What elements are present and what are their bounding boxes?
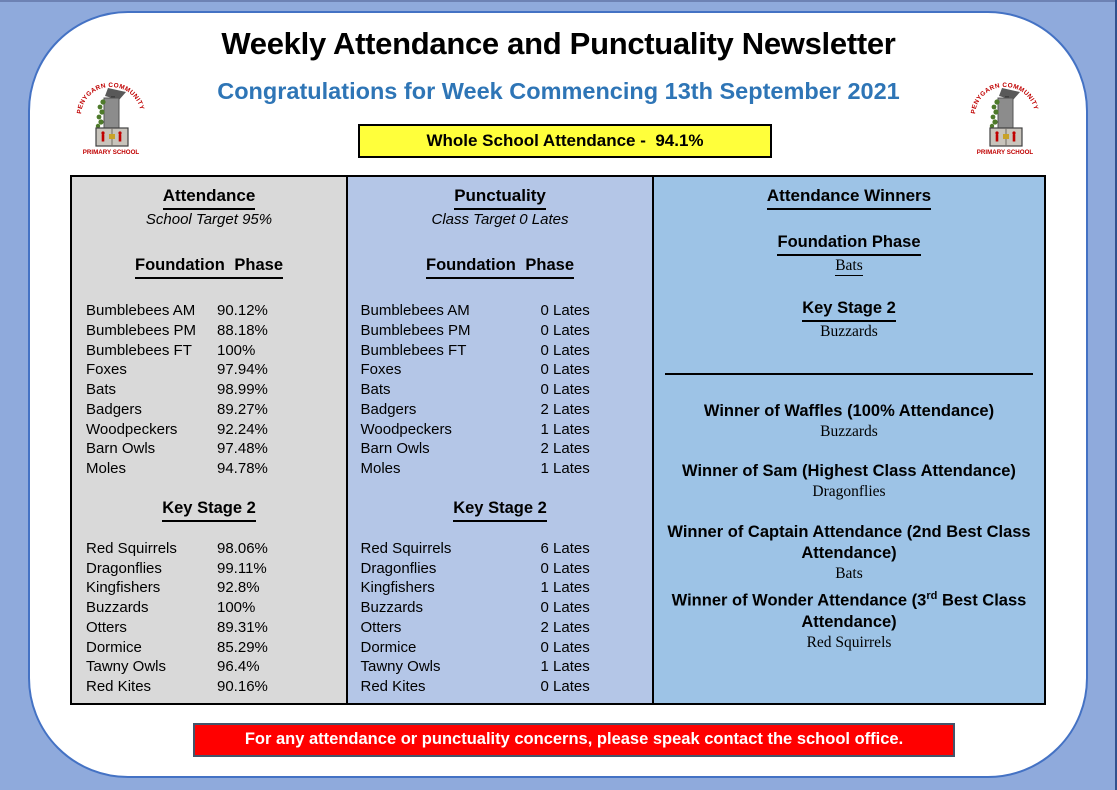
table-row — [72, 439, 346, 459]
table-row — [72, 618, 346, 638]
table-row — [348, 618, 653, 638]
attendance-value: 100% — [217, 599, 256, 616]
window-top-edge — [0, 0, 1117, 2]
class-name: Red Squirrels — [360, 539, 452, 557]
attendance-value: 94.78% — [217, 460, 268, 477]
table-row — [348, 360, 653, 380]
punctuality-column — [346, 175, 655, 705]
table-row — [72, 459, 346, 479]
class-name: Kingfishers — [86, 579, 161, 597]
winners-ks2-heading: Key Stage 2 — [654, 297, 1044, 322]
lates-value: 0 Lates — [540, 381, 590, 398]
class-name: Woodpeckers — [360, 420, 452, 438]
class-name: Badgers — [360, 400, 417, 418]
class-name: Tawny Owls — [86, 658, 167, 676]
table-row — [348, 598, 653, 618]
table-row — [72, 341, 346, 361]
award-wonder-attendance — [654, 586, 1044, 652]
award-winner: Dragonflies — [812, 483, 886, 500]
lates-value: 0 Lates — [540, 361, 590, 379]
class-name: Dormice — [360, 638, 417, 656]
attendance-value: 90.12% — [217, 302, 268, 319]
table-row — [72, 380, 346, 400]
whole-school-attendance-banner: Whole School Attendance - 94.1% — [358, 124, 772, 158]
lates-value: 1 Lates — [540, 658, 590, 676]
lates-value: 1 Lates — [540, 460, 590, 477]
class-name: Woodpeckers — [86, 420, 178, 438]
award-label: Winner of Sam (Highest Class Attendance) — [682, 462, 1016, 480]
punctuality-foundation-heading: Foundation Phase — [348, 254, 653, 279]
class-name: Buzzards — [360, 599, 424, 616]
class-name: Barn Owls — [360, 440, 430, 458]
class-name: Red Kites — [360, 678, 426, 695]
class-name: Otters — [86, 618, 127, 636]
table-row — [72, 598, 346, 618]
logo-tower — [104, 98, 119, 128]
table-row — [72, 321, 346, 341]
table-row — [348, 539, 653, 559]
winners-divider-line — [665, 372, 1033, 375]
attendance-value: 96.4% — [217, 658, 260, 676]
attendance-value: 89.31% — [217, 618, 268, 636]
attendance-foundation-heading: Foundation Phase — [72, 254, 346, 279]
class-name: Tawny Owls — [360, 658, 441, 676]
lates-value: 1 Lates — [540, 420, 590, 438]
class-name: Dormice — [86, 638, 142, 656]
columns-container — [70, 175, 1046, 705]
logo-base-plaque — [1003, 134, 1009, 139]
class-name: Dragonflies — [86, 559, 162, 577]
attendance-ks2-heading: Key Stage 2 — [72, 497, 346, 522]
class-name: Red Squirrels — [86, 539, 177, 557]
logo-bottom-text: PRIMARY SCHOOL — [976, 149, 1034, 156]
attendance-ks2-rows — [72, 539, 346, 697]
attendance-value: 97.94% — [217, 361, 268, 379]
table-row — [348, 400, 653, 420]
table-row — [72, 301, 346, 321]
table-row — [348, 657, 653, 677]
table-row — [348, 677, 653, 697]
punctuality-target: Class Target 0 Lates — [431, 211, 569, 228]
attendance-value: 99.11% — [217, 559, 267, 577]
class-name: Badgers — [86, 400, 142, 418]
lates-value: 0 Lates — [540, 302, 590, 319]
attendance-value: 92.24% — [217, 420, 268, 438]
punctuality-ks2-rows — [348, 539, 653, 697]
award-label: Winner of Waffles (100% Attendance) — [703, 402, 995, 420]
award-label: Winner of Captain Attendance (2nd Best Class Attendance) — [667, 523, 1031, 562]
lates-value: 1 Lates — [540, 579, 590, 597]
school-logo-icon — [968, 76, 1042, 156]
class-name: Bumblebees PM — [86, 321, 197, 339]
award-winner: Red Squirrels — [806, 633, 892, 651]
winners-ks2-winner: Buzzards — [820, 323, 878, 340]
attendance-value: 92.8% — [217, 579, 260, 597]
class-name: Bumblebees AM — [86, 302, 196, 319]
page-title: Weekly Attendance and Punctuality Newsletter — [221, 26, 896, 61]
attendance-value: 89.27% — [217, 400, 268, 418]
table-row — [348, 321, 653, 341]
table-row — [72, 677, 346, 697]
logo-arc-text: PENYGARN COMMUNITY — [970, 81, 1040, 115]
table-row — [72, 539, 346, 559]
lates-value: 0 Lates — [540, 678, 590, 695]
school-logo-icon — [74, 76, 148, 156]
class-name: Bumblebees AM — [360, 302, 470, 319]
award-sam — [654, 461, 1044, 501]
logo-arc-text: PENYGARN COMMUNITY — [76, 81, 146, 115]
table-row — [348, 420, 653, 440]
lates-value: 0 Lates — [540, 638, 590, 656]
attendance-title: Attendance — [72, 185, 346, 210]
page-subtitle: Congratulations for Week Commencing 13th September 2021 — [217, 78, 900, 104]
table-row — [72, 400, 346, 420]
class-name: Kingfishers — [360, 579, 435, 597]
lates-value: 0 Lates — [540, 321, 590, 339]
logo-base-plaque — [109, 134, 115, 139]
table-row — [348, 341, 653, 361]
table-row — [72, 559, 346, 579]
attendance-value: 85.29% — [217, 638, 268, 656]
attendance-foundation-rows — [72, 301, 346, 479]
class-name: Otters — [360, 618, 402, 636]
class-name: Bumblebees PM — [360, 321, 471, 339]
lates-value: 0 Lates — [540, 559, 590, 577]
table-row — [72, 657, 346, 677]
class-name: Buzzards — [86, 599, 149, 616]
table-row — [348, 578, 653, 598]
class-name: Bumblebees FT — [360, 341, 467, 359]
table-row — [72, 638, 346, 658]
attendance-value: 100% — [217, 341, 256, 359]
class-name: Bats — [360, 381, 391, 398]
award-winner: Bats — [835, 565, 863, 582]
lates-value: 6 Lates — [540, 539, 590, 557]
punctuality-ks2-heading: Key Stage 2 — [348, 497, 653, 522]
attendance-value: 88.18% — [217, 321, 268, 339]
lates-value: 2 Lates — [540, 440, 590, 458]
attendance-column — [70, 175, 348, 705]
class-name: Foxes — [86, 361, 127, 379]
award-winner: Buzzards — [820, 423, 878, 440]
attendance-value: 90.16% — [217, 678, 268, 695]
class-name: Bumblebees FT — [86, 341, 192, 359]
lates-value: 0 Lates — [540, 341, 590, 359]
table-row — [72, 360, 346, 380]
punctuality-title: Punctuality — [348, 185, 653, 210]
class-name: Foxes — [360, 361, 402, 379]
table-row — [348, 439, 653, 459]
winners-column — [652, 175, 1046, 705]
attendance-value: 98.99% — [217, 381, 268, 398]
table-row — [348, 559, 653, 579]
footer-notice-banner: For any attendance or punctuality concerns, please speak contact the school office. — [193, 723, 955, 757]
class-name: Moles — [86, 460, 127, 477]
table-row — [348, 380, 653, 400]
class-name: Dragonflies — [360, 559, 437, 577]
winners-title: Attendance Winners — [654, 185, 1044, 210]
logo-tower — [998, 98, 1013, 128]
attendance-target: School Target 95% — [145, 211, 273, 228]
lates-value: 2 Lates — [540, 400, 590, 418]
award-captain-attendance — [654, 522, 1044, 583]
table-row — [72, 578, 346, 598]
winners-foundation-winner: Bats — [835, 257, 863, 274]
table-row — [348, 638, 653, 658]
attendance-value: 98.06% — [217, 539, 268, 557]
logo-bottom-text: PRIMARY SCHOOL — [82, 149, 140, 156]
attendance-value: 97.48% — [217, 440, 268, 458]
winners-foundation-heading: Foundation Phase — [654, 231, 1044, 256]
class-name: Barn Owls — [86, 440, 156, 458]
award-waffles — [654, 401, 1044, 441]
punctuality-foundation-rows — [348, 301, 653, 479]
table-row — [348, 459, 653, 479]
table-row — [348, 301, 653, 321]
lates-value: 2 Lates — [540, 618, 590, 636]
class-name: Red Kites — [86, 678, 152, 695]
class-name: Moles — [360, 460, 401, 477]
class-name: Bats — [86, 381, 117, 398]
award-label: Winner of Wonder Attendance (3rd Best Class Attendance) — [671, 590, 1027, 631]
lates-value: 0 Lates — [540, 599, 590, 616]
table-row — [72, 420, 346, 440]
